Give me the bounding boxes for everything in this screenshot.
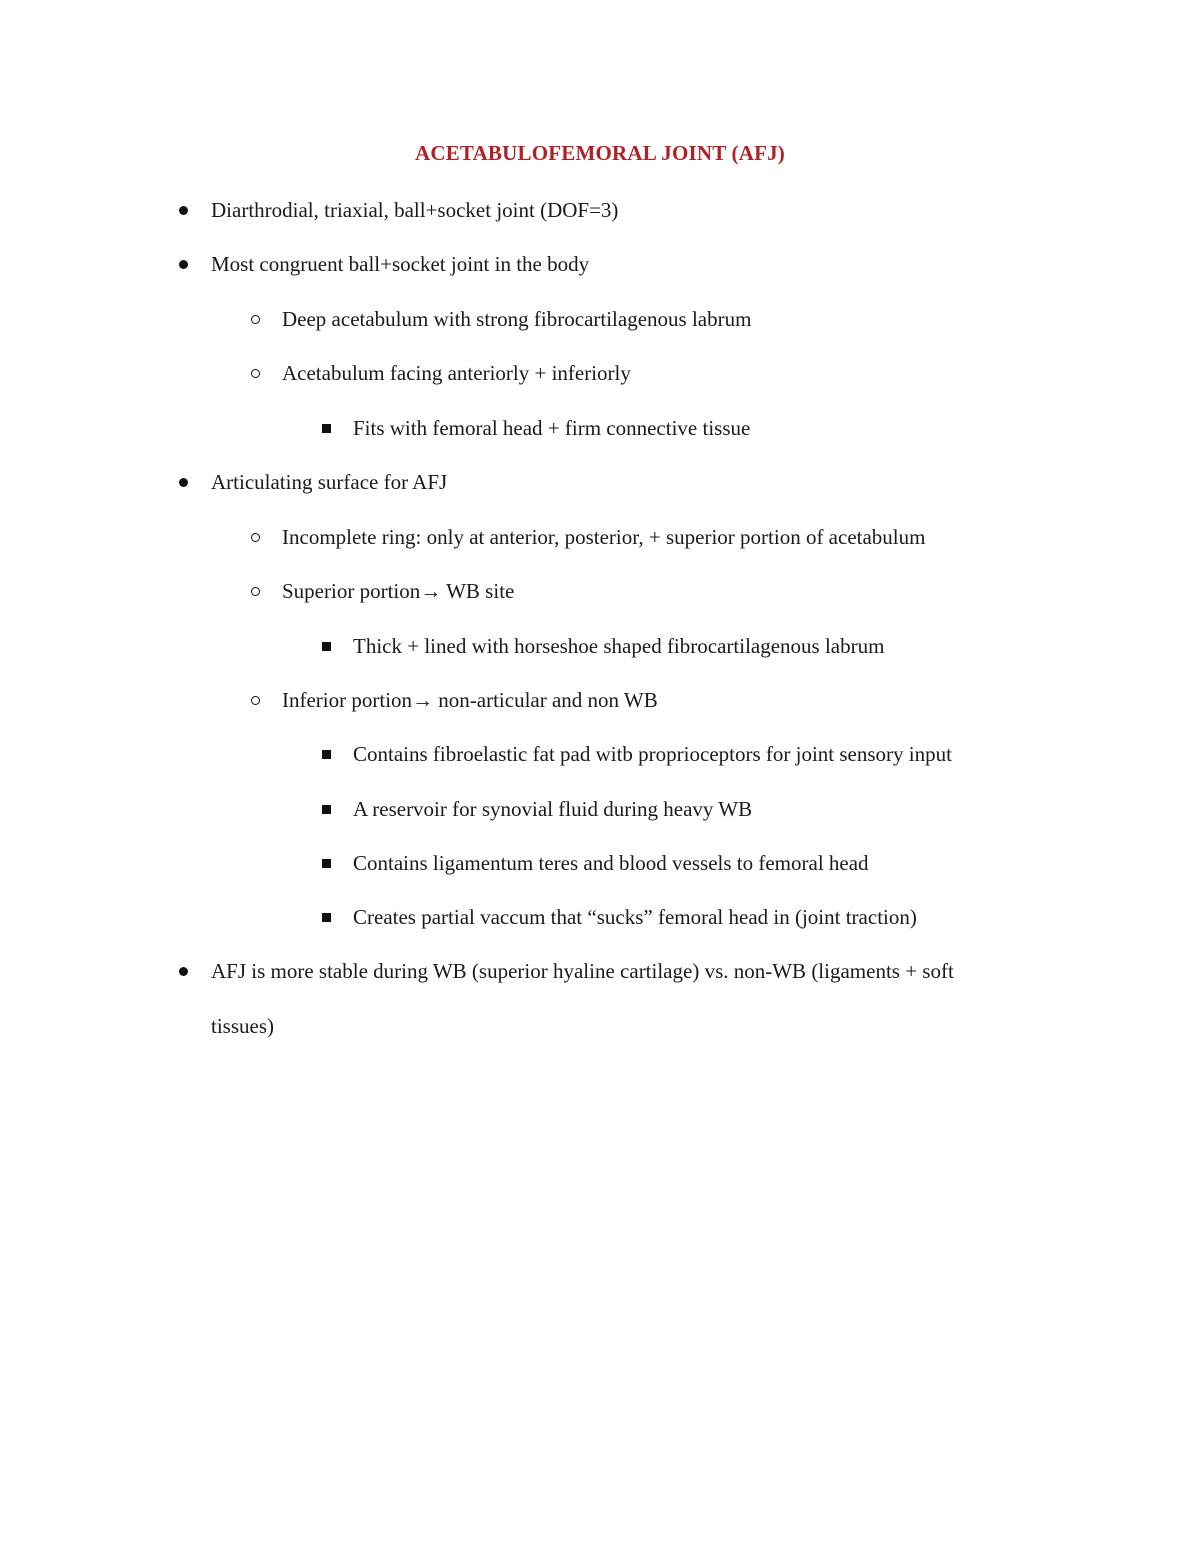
list-item [211,249,589,279]
list-item-text: Diarthrodial, triaxial, ball+socket joint (DOF=3) [211,198,619,222]
list-item-text: Superior portion→ WB site [282,579,515,603]
list-item-text: Creates partial vaccum that “sucks” femoral head in (joint traction) [353,905,917,929]
list-item [211,956,954,986]
bullet-square-icon [319,902,333,932]
bullet-square-icon [319,848,333,878]
bullet-disc-icon [176,467,190,497]
bullet-square-icon [319,413,333,443]
list-item [282,522,925,552]
list-item-text: Deep acetabulum with strong fibrocartilagenous labrum [282,307,752,331]
bullet-disc-icon [176,956,190,986]
list-item [282,576,514,606]
list-item [282,304,751,334]
bullet-circle-icon [248,358,262,388]
list-item-text: A reservoir for synovial fluid during heavy WB [353,797,753,821]
list-item [211,467,447,497]
list-item-text: Contains fibroelastic fat pad witb proprioceptors for joint sensory input [353,742,952,766]
list-item-text: Contains ligamentum teres and blood vessels to femoral head [353,851,869,875]
bullet-circle-icon [248,685,262,715]
list-item-continuation: tissues) [211,1014,274,1038]
list-item-text: Thick + lined with horseshoe shaped fibrocartilagenous labrum [353,634,885,658]
list-item-text: Inferior portion→ non-articular and non WB [282,688,658,712]
list-item-text: Fits with femoral head + firm connective tissue [353,416,751,440]
bullet-square-icon [319,794,333,824]
list-item-text: AFJ is more stable during WB (superior hyaline cartilage) vs. non-WB (ligaments + soft [211,959,954,983]
bullet-disc-icon [176,195,190,225]
list-item [282,358,631,388]
list-item [353,739,952,769]
bullet-square-icon [319,631,333,661]
bullet-square-icon [319,739,333,769]
list-item-text: Acetabulum facing anteriorly + inferiorly [282,361,631,385]
list-item-text: Articulating surface for AFJ [211,470,448,494]
bullet-circle-icon [248,304,262,334]
list-item [353,631,884,661]
bullet-disc-icon [176,249,190,279]
list-item [282,685,658,715]
list-item [211,195,618,225]
list-item-text: Incomplete ring: only at anterior, posterior, + superior portion of acetabulum [282,525,926,549]
bullet-circle-icon [248,576,262,606]
list-item [353,902,917,932]
bullet-circle-icon [248,522,262,552]
list-item [353,413,750,443]
list-item [353,848,869,878]
list-item [353,794,752,824]
list-item-text: Most congruent ball+socket joint in the body [211,252,590,276]
document-title: ACETABULOFEMORAL JOINT (AFJ) [414,141,785,165]
